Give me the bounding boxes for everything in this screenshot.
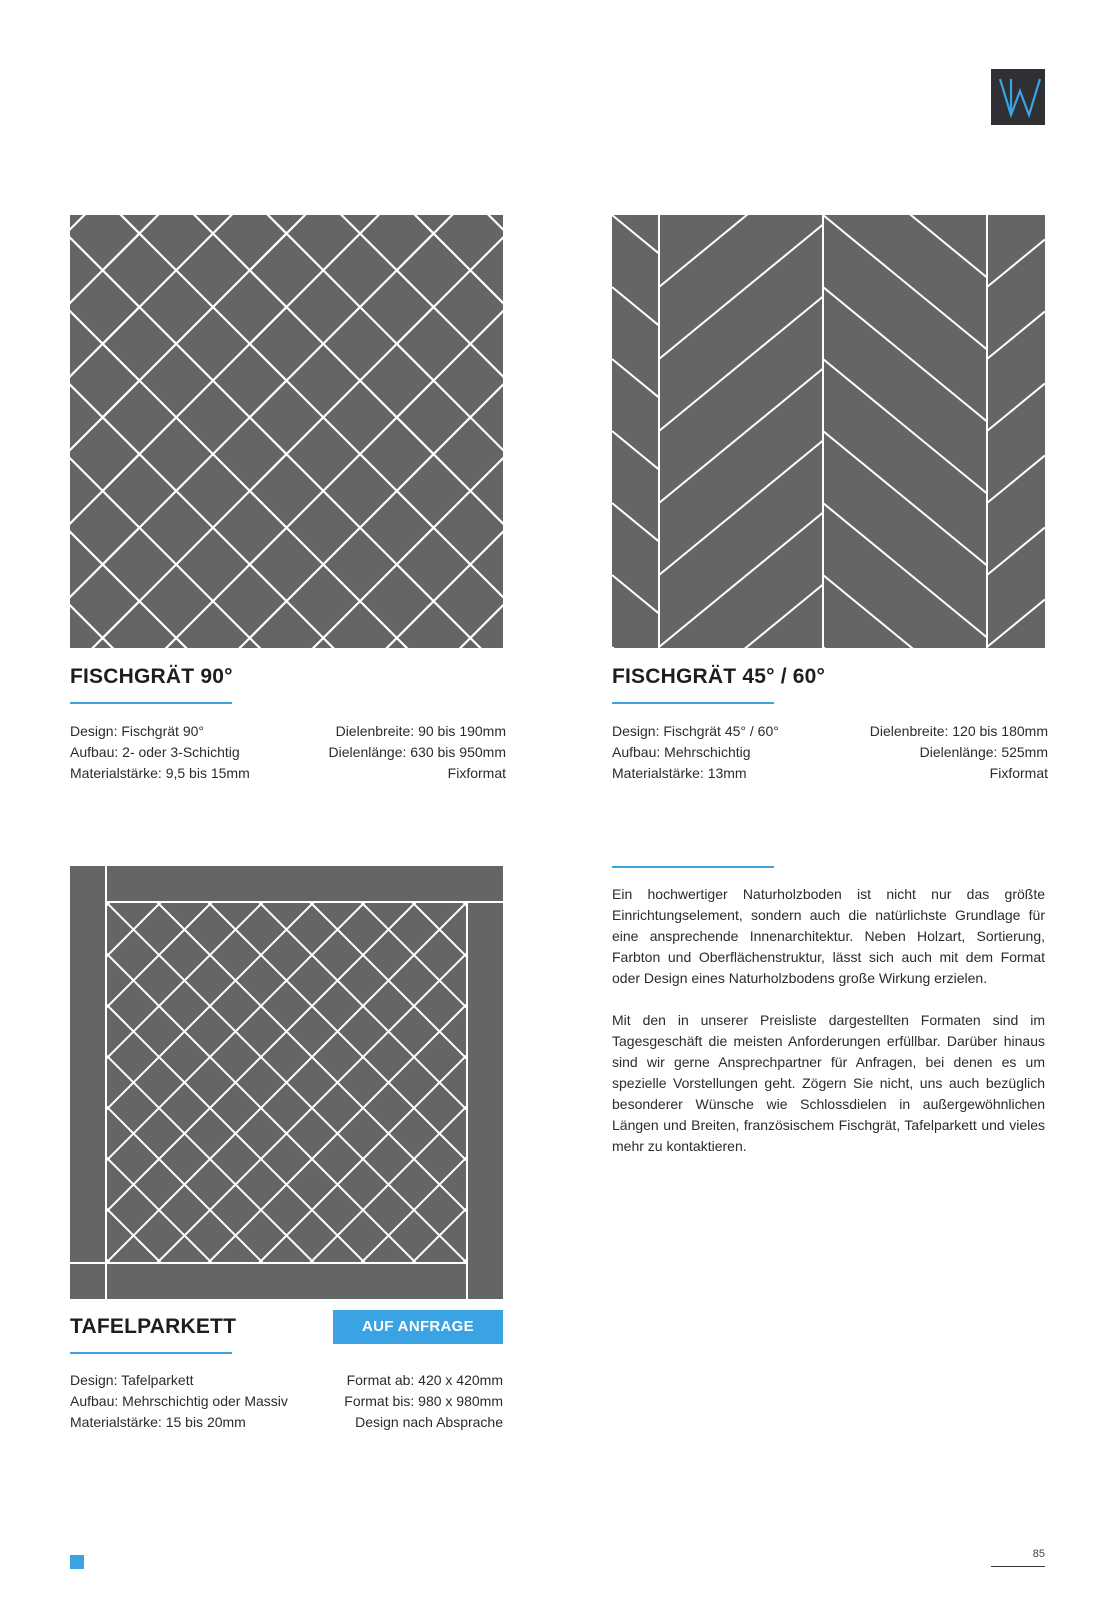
plank-joint bbox=[287, 215, 434, 234]
plank-joint bbox=[70, 638, 103, 648]
chevron-joint bbox=[987, 383, 1045, 431]
weave-joint bbox=[70, 902, 365, 1263]
description-rule bbox=[612, 866, 774, 868]
weave-joint bbox=[70, 902, 263, 1263]
plank-joint bbox=[397, 528, 434, 565]
plank-joint bbox=[397, 601, 434, 638]
chevron-joint bbox=[659, 441, 823, 575]
plank-joint bbox=[397, 344, 503, 491]
plank-joint bbox=[70, 307, 139, 454]
plank-joint bbox=[70, 454, 139, 601]
chevron-joint bbox=[823, 575, 987, 648]
plank-joint bbox=[397, 454, 434, 491]
weave-joint bbox=[361, 902, 503, 1263]
plank-joint bbox=[397, 491, 503, 638]
plank-joint bbox=[103, 215, 250, 344]
plank-joint bbox=[139, 528, 286, 648]
weave-joint bbox=[70, 902, 212, 1263]
plank-joint bbox=[70, 215, 103, 344]
plank-joint bbox=[434, 528, 503, 648]
plank-joint bbox=[70, 215, 103, 344]
plank-joint bbox=[103, 215, 250, 270]
plank-joint bbox=[103, 528, 140, 565]
spec-format: Fixformat bbox=[989, 765, 1048, 781]
spec-list-right bbox=[822, 721, 1048, 784]
herringbone-90-pattern bbox=[70, 215, 503, 648]
plank-joint bbox=[70, 491, 103, 638]
plank-joint bbox=[434, 454, 503, 601]
spec-format-min: Format ab: 420 x 420mm bbox=[346, 1372, 503, 1388]
plank-joint bbox=[397, 564, 503, 648]
brand-logo bbox=[991, 69, 1045, 125]
plank-joint bbox=[434, 307, 503, 454]
plank-joint bbox=[250, 638, 397, 648]
chevron-joint bbox=[823, 215, 987, 277]
chevron-joint bbox=[659, 215, 823, 287]
spec-list-right bbox=[303, 1370, 503, 1433]
plank-joint bbox=[250, 381, 287, 418]
spec-materialstaerke: Materialstärke: 13mm bbox=[612, 765, 747, 781]
plank-joint bbox=[250, 215, 397, 344]
weave-joint bbox=[70, 902, 212, 1263]
spec-list-left bbox=[70, 1370, 288, 1433]
plank-joint bbox=[103, 564, 250, 648]
plank-joint bbox=[103, 215, 140, 234]
description-text bbox=[612, 884, 1045, 1178]
product-title: FISCHGRÄT 90° bbox=[70, 665, 233, 688]
product-title: TAFELPARKETT bbox=[70, 1315, 237, 1338]
weave-joint bbox=[70, 902, 110, 1263]
accent-square bbox=[70, 1555, 84, 1569]
plank-joint bbox=[103, 564, 250, 648]
chevron-joint bbox=[823, 647, 987, 648]
chevron-joint bbox=[612, 575, 659, 614]
plank-joint bbox=[139, 215, 286, 234]
chevron-pattern bbox=[612, 215, 1045, 648]
plank-joint bbox=[434, 307, 503, 454]
plank-joint bbox=[434, 381, 503, 528]
plank-joint bbox=[287, 528, 434, 648]
title-underline bbox=[70, 702, 232, 704]
weave-joint bbox=[310, 902, 503, 1263]
chevron-joint bbox=[823, 431, 987, 565]
chevron-joint bbox=[823, 503, 987, 637]
spec-aufbau: Aufbau: Mehrschichtig bbox=[612, 744, 751, 760]
plank-joint bbox=[397, 381, 434, 418]
spec-dielenbreite: Dielenbreite: 120 bis 180mm bbox=[869, 723, 1048, 739]
chevron-joint bbox=[612, 503, 659, 542]
weave-joint bbox=[70, 902, 110, 1263]
plank-joint bbox=[70, 417, 103, 564]
plank-joint bbox=[139, 215, 286, 307]
weave-joint bbox=[361, 902, 503, 1263]
spec-dielenbreite: Dielenbreite: 90 bis 190mm bbox=[335, 723, 506, 739]
plank-joint bbox=[103, 638, 250, 648]
plank-joint bbox=[397, 491, 503, 638]
plank-joint bbox=[397, 215, 503, 270]
plank-joint bbox=[397, 234, 434, 271]
plank-joint bbox=[250, 601, 287, 638]
chevron-joint bbox=[987, 311, 1045, 359]
plank-joint bbox=[70, 564, 103, 648]
plank-joint bbox=[70, 417, 103, 564]
description-paragraph: Ein hochwertiger Naturholzboden ist nicht nur das größte Einrichtungselement, sondern auch die natürlichste Grundlage für eine ansprechende Innenarchitektur. Neben Holzart, Sortierung, Farbton und Oberflächenstruktur, lässt sich auch mit dem Format oder Design eines Naturholzbodens große Wirkung erzielen. bbox=[612, 886, 1045, 986]
title-underline bbox=[70, 1352, 232, 1354]
plank-joint bbox=[397, 638, 503, 648]
plank-joint bbox=[434, 234, 503, 381]
w-logo-icon bbox=[991, 69, 1045, 125]
plank-joint bbox=[70, 381, 139, 528]
page-number: 85 bbox=[1032, 1548, 1045, 1560]
plank-joint bbox=[70, 344, 103, 491]
plank-joint bbox=[70, 454, 139, 601]
plank-joint bbox=[434, 454, 503, 601]
plank-joint bbox=[103, 234, 140, 271]
spec-materialstaerke: Materialstärke: 9,5 bis 15mm bbox=[70, 765, 250, 781]
spec-list-left bbox=[612, 721, 779, 784]
description-paragraph: Mit den in unserer Preisliste dargestellten Formaten sind im Tagesgeschäft die meisten Anforderungen erfüllbar. Darüber hinaus sind wir gerne Ansprechpartner für Anfragen, bei denen es um spezielle Vorstellungen geht. Zögern Sie nicht, uns auch bezüglich besonderer Wünsche wie Schlossdielen in außergewöhnlichen Längen und Breiten, französischem Fischgrät, Tafelparkett und vieles mehr zu kontaktieren. bbox=[612, 1012, 1045, 1154]
weave-joint bbox=[70, 902, 161, 1263]
plank-joint bbox=[103, 215, 250, 270]
product-title: FISCHGRÄT 45° / 60° bbox=[612, 665, 826, 688]
chevron-joint bbox=[987, 599, 1045, 647]
plank-joint bbox=[397, 215, 434, 234]
plank-joint bbox=[70, 234, 139, 381]
chevron-joint bbox=[612, 215, 659, 254]
chevron-joint bbox=[659, 369, 823, 503]
plank-joint bbox=[287, 215, 434, 234]
page-number-rule bbox=[991, 1566, 1045, 1567]
weave-joint bbox=[70, 902, 365, 1263]
spec-design-note: Design nach Absprache bbox=[355, 1414, 503, 1430]
spec-list-right bbox=[283, 721, 506, 784]
chevron-joint bbox=[612, 647, 659, 648]
weave-joint bbox=[208, 902, 503, 1263]
spec-aufbau: Aufbau: Mehrschichtig oder Massiv bbox=[70, 1393, 288, 1409]
plank-joint bbox=[103, 601, 140, 638]
plank-joint bbox=[250, 564, 397, 648]
chevron-joint bbox=[823, 215, 987, 349]
plank-joint bbox=[250, 215, 287, 234]
plank-joint bbox=[287, 215, 434, 307]
plank-joint bbox=[139, 215, 286, 234]
plank-joint bbox=[250, 564, 397, 648]
weave-joint bbox=[70, 902, 263, 1263]
plank-joint bbox=[397, 344, 503, 491]
spec-design: Design: Tafelparkett bbox=[70, 1372, 194, 1388]
plank-joint bbox=[70, 270, 103, 417]
plank-joint bbox=[70, 491, 103, 638]
spec-format-max: Format bis: 980 x 980mm bbox=[344, 1393, 503, 1409]
chevron-joint bbox=[659, 297, 823, 431]
title-underline bbox=[612, 702, 774, 704]
chevron-joint bbox=[823, 359, 987, 493]
chevron-joint bbox=[659, 585, 823, 648]
plank-joint bbox=[250, 215, 397, 270]
plank-joint bbox=[250, 215, 397, 270]
plank-joint bbox=[250, 234, 287, 271]
spec-materialstaerke: Materialstärke: 15 bis 20mm bbox=[70, 1414, 246, 1430]
weave-joint bbox=[310, 902, 503, 1263]
plank-joint bbox=[250, 215, 397, 344]
weave-joint bbox=[412, 902, 503, 1263]
plank-joint bbox=[70, 270, 103, 417]
plank-joint bbox=[397, 215, 503, 270]
spec-list-left bbox=[70, 721, 250, 784]
weave-joint bbox=[412, 902, 503, 1263]
plank-joint bbox=[103, 638, 250, 648]
plank-joint bbox=[397, 638, 503, 648]
plank-joint bbox=[397, 417, 503, 564]
plank-joint bbox=[397, 564, 503, 648]
chevron-joint bbox=[659, 513, 823, 647]
chevron-joint bbox=[823, 287, 987, 421]
chevron-joint bbox=[987, 239, 1045, 287]
spec-dielenlaenge: Dielenlänge: 525mm bbox=[919, 744, 1048, 760]
spec-design: Design: Fischgrät 90° bbox=[70, 723, 204, 739]
plank-joint bbox=[250, 454, 287, 491]
chevron-joint bbox=[987, 527, 1045, 575]
plank-joint bbox=[70, 381, 139, 528]
spec-dielenlaenge: Dielenlänge: 630 bis 950mm bbox=[328, 744, 506, 760]
plank-joint bbox=[250, 307, 287, 344]
chevron-joint bbox=[987, 455, 1045, 503]
plank-joint bbox=[434, 381, 503, 528]
plank-joint bbox=[139, 215, 286, 307]
chevron-joint bbox=[612, 431, 659, 470]
plank-joint bbox=[250, 638, 397, 648]
on-request-badge: AUF ANFRAGE bbox=[333, 1310, 503, 1344]
plank-joint bbox=[103, 381, 140, 418]
plank-joint bbox=[103, 454, 140, 491]
chevron-joint bbox=[612, 359, 659, 398]
tafelparkett-pattern bbox=[70, 866, 503, 1299]
plank-joint bbox=[397, 270, 503, 417]
plank-joint bbox=[103, 307, 140, 344]
plank-joint bbox=[70, 234, 139, 381]
plank-joint bbox=[139, 528, 286, 648]
plank-joint bbox=[287, 215, 434, 307]
plank-joint bbox=[70, 344, 103, 491]
spec-design: Design: Fischgrät 45° / 60° bbox=[612, 723, 779, 739]
weave-joint bbox=[463, 902, 503, 1263]
plank-joint bbox=[397, 417, 503, 564]
chevron-joint bbox=[659, 225, 823, 359]
chevron-joint bbox=[612, 287, 659, 326]
weave-joint bbox=[463, 902, 503, 1263]
weave-joint bbox=[208, 902, 503, 1263]
weave-joint bbox=[70, 902, 161, 1263]
plank-joint bbox=[103, 215, 250, 344]
spec-format: Fixformat bbox=[447, 765, 506, 781]
spec-aufbau: Aufbau: 2- oder 3-Schichtig bbox=[70, 744, 240, 760]
plank-joint bbox=[70, 307, 139, 454]
plank-joint bbox=[397, 307, 434, 344]
plank-joint bbox=[287, 528, 434, 648]
plank-joint bbox=[434, 234, 503, 381]
plank-joint bbox=[250, 528, 287, 565]
plank-joint bbox=[397, 270, 503, 417]
plank-joint bbox=[70, 564, 103, 648]
